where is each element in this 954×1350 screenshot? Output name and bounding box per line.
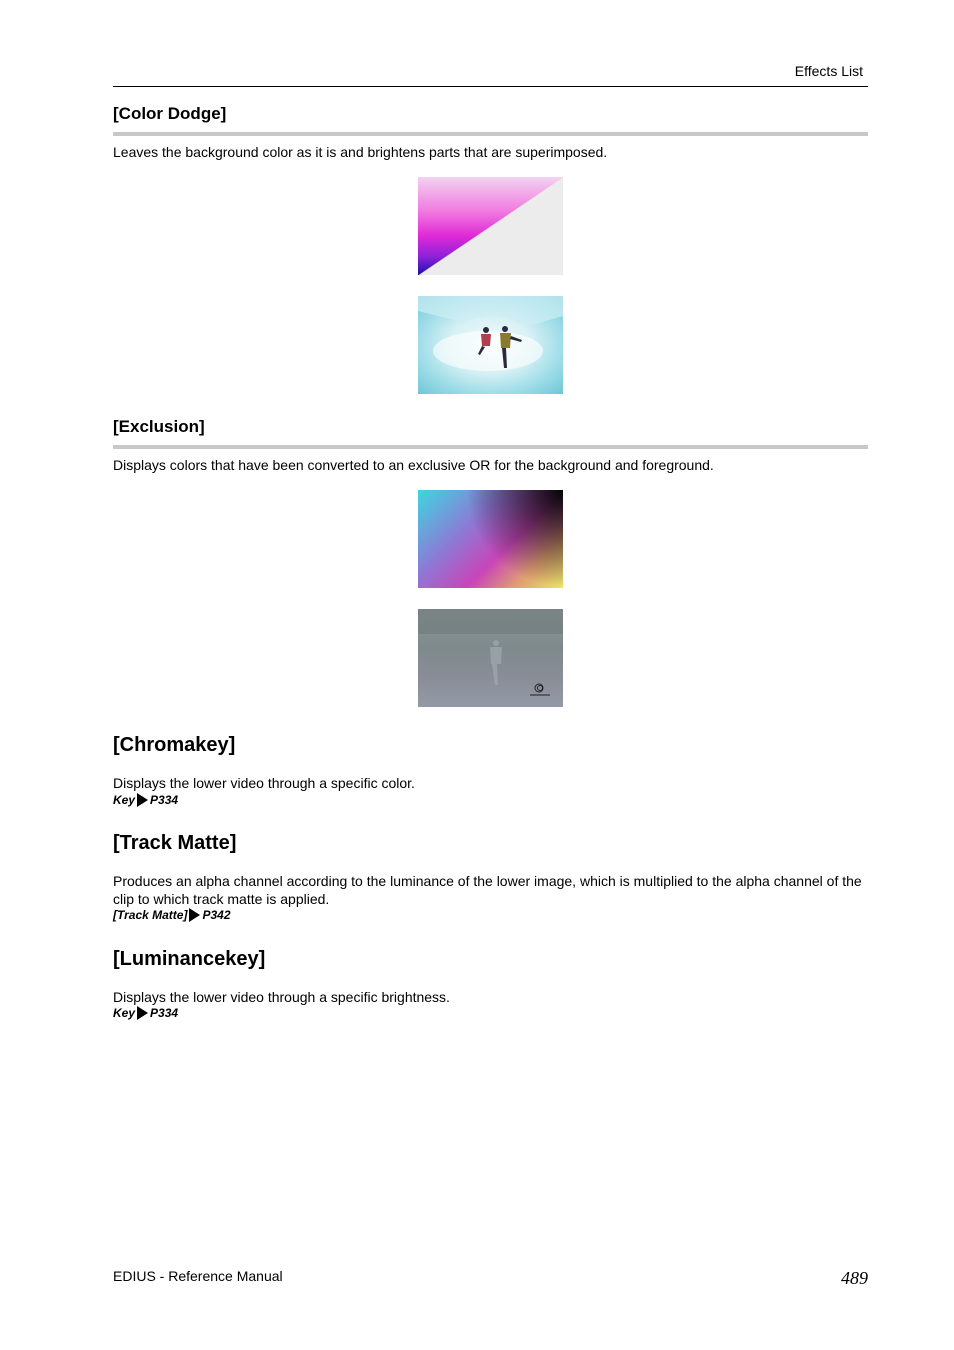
cross-reference-chromakey[interactable] [113,793,178,807]
topic-description-chromakey: Displays the lower video through a specific color. [113,775,415,791]
section-title-exclusion: [Exclusion] [113,417,205,436]
cross-reference-track-matte[interactable] [113,908,231,922]
footer-manual-title: EDIUS - Reference Manual [113,1268,283,1284]
logo-icon [535,684,543,692]
exclusion-gradient-image [418,490,563,588]
section-description-color-dodge: Leaves the background color as it is and brightens parts that are superimposed. [113,144,608,160]
page-number: 489 [841,1268,868,1288]
section-title-color-dodge: [Color Dodge] [113,104,227,123]
cross-reference-luminancekey[interactable] [113,1006,178,1020]
arrow-right-icon [137,793,148,807]
topic-title-track-matte: [Track Matte] [113,832,237,854]
topic-description-track-matte: Produces an alpha channel according to the luminance of the lower image, which is multiplied to the alpha channel of the clip to which track matte is applied. [113,873,862,907]
arrow-right-icon [189,908,200,922]
topic-title-luminancekey: [Luminancekey] [113,948,266,970]
topic-title-chromakey: [Chromakey] [113,734,236,756]
section-rule [113,132,868,136]
reference-page: P334 [150,793,179,807]
running-header: Effects List [794,63,863,79]
color-dodge-gradient-image [418,177,563,275]
arrow-right-icon [137,1006,148,1020]
reference-page: P342 [202,908,231,922]
exclusion-result-image [418,609,563,707]
topic-description-luminancekey: Displays the lower video through a specific brightness. [113,989,450,1005]
reference-label: [Track Matte] [113,908,188,922]
section-rule [113,445,868,449]
reference-label: Key [113,1006,136,1020]
reference-label: Key [113,793,136,807]
reference-page: P334 [150,1006,179,1020]
header-rule [113,86,868,87]
section-description-exclusion: Displays colors that have been converted to an exclusive OR for the background and foreground. [113,457,714,473]
color-dodge-result-image [418,296,563,394]
